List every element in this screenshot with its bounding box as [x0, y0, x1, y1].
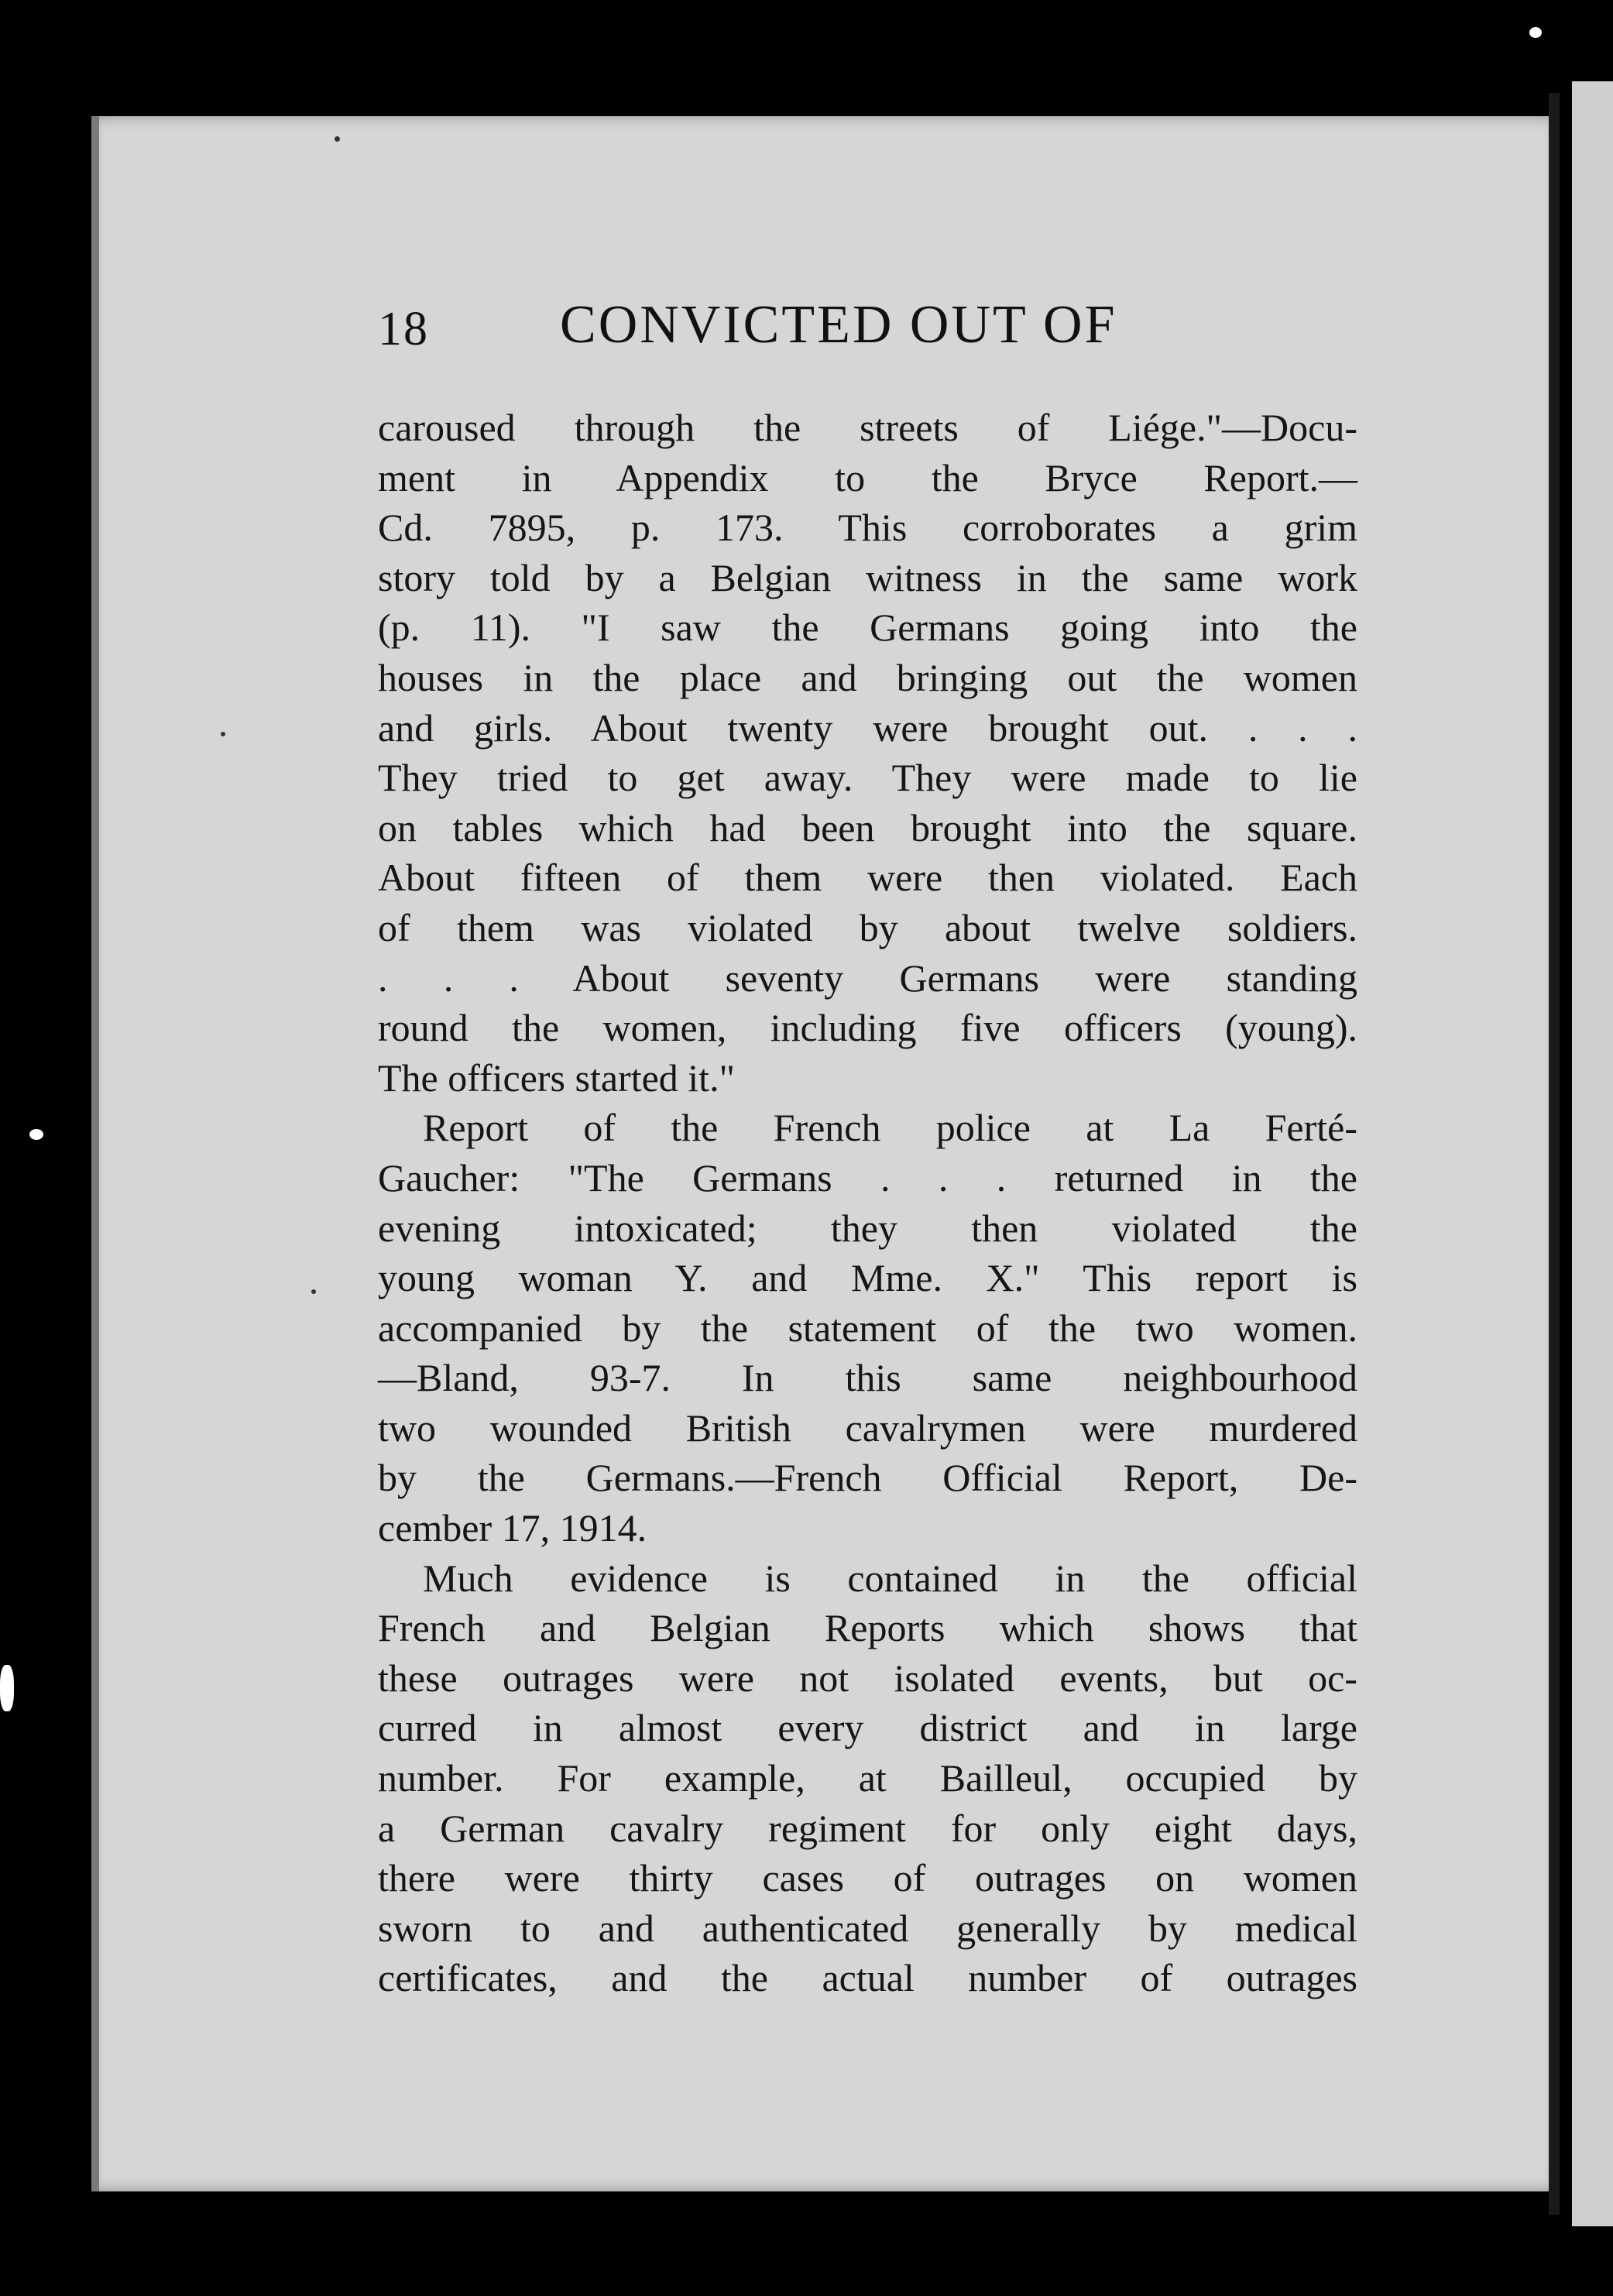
text-line: Cd. 7895, p. 173. This corroborates a grim — [378, 506, 1357, 550]
page-right-edge — [1549, 93, 1560, 2215]
running-title: CONVICTED OUT OF — [560, 295, 1117, 355]
text-line: Report of the French police at La Ferté- — [423, 1106, 1357, 1150]
text-line: a German cavalry regiment for only eight days, — [378, 1806, 1357, 1850]
text-line: houses in the place and bringing out the women — [378, 655, 1357, 699]
text-line: —Bland, 93-7. In this same neighbourhood — [378, 1356, 1357, 1400]
text-line: there were thirty cases of outrages on women — [378, 1856, 1357, 1900]
text-line: accompanied by the statement of the two women. — [378, 1306, 1357, 1350]
page-number: 18 — [378, 303, 429, 355]
text-line: caroused through the streets of Liége."—Docu- — [378, 406, 1357, 449]
text-line: story told by a Belgian witness in the same work — [378, 555, 1357, 599]
text-line: cember 17, 1914. — [378, 1506, 647, 1550]
scan-artifact-dot — [335, 136, 340, 142]
text-line: and girls. About twenty were brought out. . . . — [378, 705, 1357, 750]
text-line: of them was violated by about twelve soldiers. — [378, 905, 1357, 949]
text-line: curred in almost every district and in large — [378, 1706, 1357, 1750]
text-line: About fifteen of them were then violated. Each — [378, 856, 1357, 900]
text-line: evening intoxicated; they then violated the — [378, 1206, 1357, 1250]
text-line: sworn to and authenticated generally by medical — [378, 1906, 1357, 1950]
text-line: certificates, and the actual number of outrages — [378, 1956, 1357, 2000]
text-line: ment in Appendix to the Bryce Report.— — [378, 455, 1357, 499]
body-text — [378, 403, 1357, 2003]
text-line: French and Belgian Reports which shows that — [378, 1606, 1357, 1650]
text-line: on tables which had been brought into the square. — [378, 805, 1357, 849]
scan-artifact-dot — [311, 1289, 316, 1294]
text-line: (p. 11). "I saw the Germans going into the — [378, 606, 1357, 650]
text-line: by the Germans.—French Official Report, De- — [378, 1456, 1357, 1500]
text-line: Much evidence is contained in the official — [423, 1556, 1357, 1600]
text-line: these outrages were not isolated events, but oc- — [378, 1656, 1357, 1700]
text-line: They tried to get away. They were made to lie — [378, 756, 1357, 800]
scan-artifact-dot — [221, 732, 225, 736]
text-line: Gaucher: "The Germans . . . returned in the — [378, 1155, 1357, 1199]
text-line: number. For example, at Bailleul, occupied by — [378, 1756, 1357, 1800]
scan-artifact-mark — [0, 1665, 14, 1711]
text-line: . . . About seventy Germans were standing — [378, 956, 1357, 1000]
page-binding-edge — [91, 116, 99, 2191]
text-line: round the women, including five officers (young). — [378, 1006, 1357, 1050]
scan-artifact-mark — [1529, 27, 1542, 38]
facing-page-strip — [1572, 81, 1613, 2226]
page-header — [378, 295, 1385, 387]
text-line: The officers started it." — [378, 1055, 735, 1100]
text-line: young woman Y. and Mme. X." This report is — [378, 1256, 1357, 1300]
scan-artifact-mark — [29, 1129, 43, 1140]
text-line: two wounded British cavalrymen were murdered — [378, 1405, 1357, 1450]
